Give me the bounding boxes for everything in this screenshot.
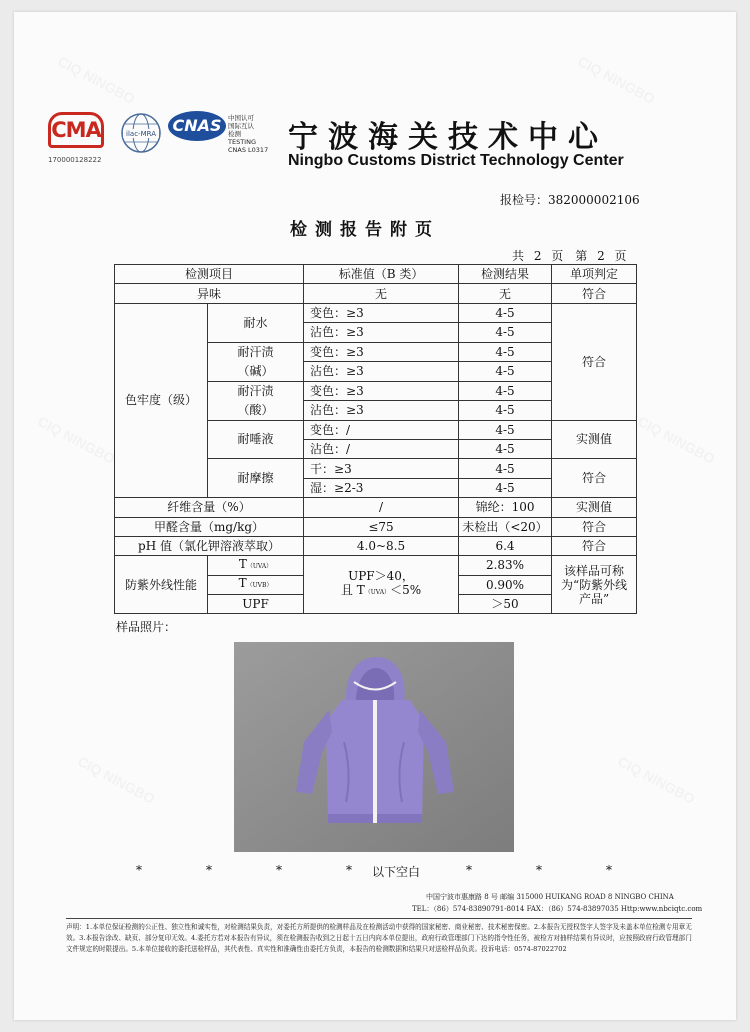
sweat-alk-res-1: 4-5 bbox=[459, 342, 552, 362]
org-name-cn: 宁波海关技术中心 bbox=[288, 120, 608, 155]
water-res-1: 4-5 bbox=[459, 303, 552, 322]
sample-photo-label: 样品照片： bbox=[116, 620, 177, 634]
fiber-verdict: 实测值 bbox=[552, 498, 637, 517]
report-number: 报检号：382000002106 bbox=[500, 193, 640, 207]
water-std-1: 变色：≥3 bbox=[304, 303, 459, 322]
odor-result: 无 bbox=[459, 284, 552, 303]
rubbing-res-1: 4-5 bbox=[459, 459, 552, 478]
sweat-alk-std-1: 变色：≥3 bbox=[304, 342, 459, 362]
uv-sub-upf: UPF bbox=[208, 595, 304, 614]
saliva-name: 耐唾液 bbox=[208, 420, 304, 459]
uv-standard: UPF＞40， 且 T（UVA）＜5% bbox=[304, 556, 459, 614]
formaldehyde-standard: ≤75 bbox=[304, 517, 459, 536]
water-name: 耐水 bbox=[208, 303, 304, 342]
table-row bbox=[115, 284, 637, 303]
sweat-alk-res-2: 4-5 bbox=[459, 362, 552, 382]
header-result: 检测结果 bbox=[459, 265, 552, 284]
sweat-acid-name: 耐汗渍 （酸） bbox=[208, 381, 304, 420]
uv-result-uva: 2.83% bbox=[459, 556, 552, 575]
rubbing-verdict: 符合 bbox=[552, 459, 637, 498]
jacket-image bbox=[234, 642, 514, 852]
verdict-group-1: 符合 bbox=[552, 303, 637, 420]
odor-verdict: 符合 bbox=[552, 284, 637, 303]
table-row bbox=[115, 303, 637, 322]
saliva-verdict: 实测值 bbox=[552, 420, 637, 459]
org-name-en: Ningbo Customs District Technology Center bbox=[288, 152, 624, 169]
ilac-mra-logo bbox=[120, 112, 162, 154]
page-info: 共 2 页 第 2 页 bbox=[512, 249, 627, 263]
footer-address: 中国宁波市惠康路 8 号 邮编 315000 HUIKANG ROAD 8 NINGBO CHINA bbox=[426, 893, 674, 901]
table-header-row bbox=[115, 265, 637, 284]
sweat-acid-res-1: 4-5 bbox=[459, 381, 552, 401]
footer-contact: TEL：（86）574-83890791-8014 FAX：（86）574-83897035 Http:www.nbciqtc.com bbox=[412, 905, 703, 913]
rubbing-name: 耐摩擦 bbox=[208, 459, 304, 498]
ph-item: pH 值（氯化钾溶液萃取） bbox=[115, 536, 304, 555]
formaldehyde-item: 甲醛含量（mg/kg） bbox=[115, 517, 304, 536]
cnas-caption: 中国认可 国际互认 检测 TESTING CNAS L0317 bbox=[228, 114, 269, 154]
ph-result: 6.4 bbox=[459, 536, 552, 555]
cma-logo bbox=[48, 112, 108, 168]
uv-result-upf: ＞50 bbox=[459, 595, 552, 614]
ph-verdict: 符合 bbox=[552, 536, 637, 555]
rubbing-res-2: 4-5 bbox=[459, 478, 552, 497]
uv-result-uvb: 0.90% bbox=[459, 575, 552, 594]
footer-disclaimer: 声明：1.本单位保证检测的公正性、独立性和诚实性，对检测结果负责，对委托方所提供的检测样品及在检测活动中获得的国家秘密、商业秘密、技术秘密保密。2.本报告无授权签字人签字及未盖本单位检测专用章无效。3.本报告涂改、缺页、部分复印无效。4.委托方若对本报告有异议，须在检测报告收到之日起十五日内向本单位提出，政府行政管理部门下达的指令性任务，被检方对抽样结果有异议时，应按照政府行政管理部门文件规定的时限提出。5.本单位接收的委托送检样品，其代表性、真实性和准确性由委托方负责，本报告的检测数据和结果只对送检样品负责。投诉电话：0574-87022702 bbox=[66, 923, 692, 953]
rubbing-std-2: 湿：≥2-3 bbox=[304, 478, 459, 497]
water-res-2: 4-5 bbox=[459, 323, 552, 342]
fiber-standard: / bbox=[304, 498, 459, 517]
rubbing-std-1: 干：≥3 bbox=[304, 459, 459, 478]
cnas-mark: CNAS bbox=[168, 111, 226, 141]
formaldehyde-result: 未检出（<20） bbox=[459, 517, 552, 536]
header-verdict: 单项判定 bbox=[552, 265, 637, 284]
table-row bbox=[115, 536, 637, 555]
results-table bbox=[114, 264, 637, 614]
uv-item: 防紫外线性能 bbox=[115, 556, 208, 614]
sample-photo bbox=[234, 642, 514, 852]
saliva-std-2: 沾色：/ bbox=[304, 439, 459, 458]
table-row bbox=[115, 498, 637, 517]
document-title: 检测报告附页 bbox=[290, 220, 440, 240]
odor-item: 异味 bbox=[115, 284, 304, 303]
table-row bbox=[115, 517, 637, 536]
saliva-res-2: 4-5 bbox=[459, 439, 552, 458]
footer-divider bbox=[66, 918, 692, 919]
table-row bbox=[115, 556, 637, 575]
saliva-res-1: 4-5 bbox=[459, 420, 552, 439]
odor-standard: 无 bbox=[304, 284, 459, 303]
saliva-std-1: 变色：/ bbox=[304, 420, 459, 439]
fiber-result: 锦纶：100 bbox=[459, 498, 552, 517]
end-of-content-marker: * * * * 以下空白 * * * bbox=[136, 863, 612, 879]
sweat-alk-std-2: 沾色：≥3 bbox=[304, 362, 459, 382]
cnas-logo bbox=[168, 111, 228, 161]
sweat-acid-std-1: 变色：≥3 bbox=[304, 381, 459, 401]
water-std-2: 沾色：≥3 bbox=[304, 323, 459, 342]
sweat-alkaline-name: 耐汗渍 （碱） bbox=[208, 342, 304, 381]
uv-sub-uva: T（UVA） bbox=[208, 556, 304, 575]
header-standard: 标准值（B 类） bbox=[304, 265, 459, 284]
blank-below-text: 以下空白 bbox=[372, 865, 421, 879]
ph-standard: 4.0~8.5 bbox=[304, 536, 459, 555]
cma-mark: CMA bbox=[48, 112, 104, 148]
sweat-acid-std-2: 沾色：≥3 bbox=[304, 401, 459, 421]
formaldehyde-verdict: 符合 bbox=[552, 517, 637, 536]
uv-sub-uvb: T（UVB） bbox=[208, 575, 304, 594]
cma-number: 170000128222 bbox=[48, 156, 102, 164]
uv-verdict: 该样品可称 为“防紫外线 产品” bbox=[552, 556, 637, 614]
header-item: 检测项目 bbox=[115, 265, 304, 284]
fiber-item: 纤维含量（%） bbox=[115, 498, 304, 517]
svg-text:ilac-MRA: ilac-MRA bbox=[126, 130, 156, 138]
sweat-acid-res-2: 4-5 bbox=[459, 401, 552, 421]
colorfastness-label: 色牢度（级） bbox=[115, 303, 208, 497]
ilac-globe-icon bbox=[120, 112, 162, 154]
